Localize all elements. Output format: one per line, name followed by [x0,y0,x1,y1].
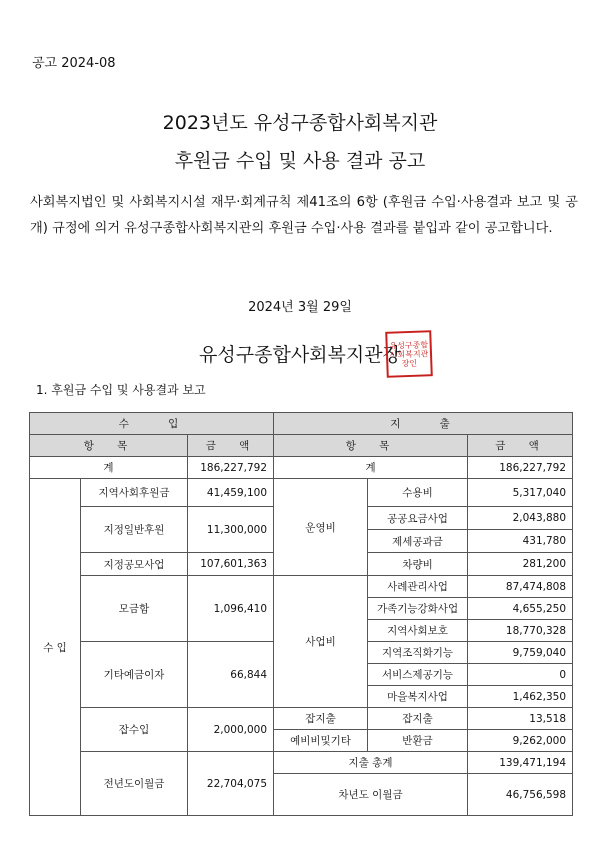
seal-text: 유성구종합사회복지관장인 [389,339,429,368]
expense-item-amount: 87,474,808 [468,576,573,598]
notice-date: 2024년 3월 29일 [248,300,352,315]
table-row [30,576,573,598]
income-item-label: 모금함 [81,576,188,642]
carryover-amount: 46,756,598 [468,774,573,816]
expense-group-business: 사업비 [274,576,368,708]
donation-report-table [29,412,573,816]
expense-item-label: 반환금 [368,730,468,752]
income-item-amount: 107,601,363 [188,553,274,576]
expense-item-amount: 9,759,040 [468,642,573,664]
income-item-amount: 11,300,000 [188,507,274,553]
expense-header: 지 출 [274,413,573,435]
expense-item-amount: 4,655,250 [468,598,573,620]
expense-item-label: 마을복지사업 [368,686,468,708]
notice-number: 공고 2024-08 [32,56,116,71]
table-row [30,752,573,774]
expense-group-operating: 운영비 [274,479,368,576]
table-row [30,479,573,507]
income-item-label: 전년도이월금 [81,752,188,816]
expense-total: 186,227,792 [468,457,573,479]
table-subheader-row [30,435,573,457]
income-item-label: 기타예금이자 [81,642,188,708]
intro-paragraph: 사회복지법인 및 사회복지시설 재무·회계규칙 제41조의 6항 (후원금 수입·사용결과 보고 및 공개) 규정에 의거 유성구종합사회복지관의 후원금 수입·사용 결과를 붙입과 같이 공고합니다. [30,195,578,236]
income-item-amount: 66,844 [188,642,274,708]
expense-item-label: 가족기능강화사업 [368,598,468,620]
section-title: 1. 후원금 수입 및 사용결과 보고 [36,383,206,397]
expense-item-amount: 431,780 [468,530,573,553]
expense-item-amount: 0 [468,664,573,686]
expense-item-amount: 1,462,350 [468,686,573,708]
table-header-row [30,413,573,435]
table-row [30,457,573,479]
expense-item-label: 서비스제공기능 [368,664,468,686]
organization-name: 유성구종합사회복지관장 [199,344,401,366]
expense-item-label: 잡지출 [368,708,468,730]
expense-item-amount: 18,770,328 [468,620,573,642]
expense-total-label: 계 [274,457,468,479]
income-item-label: 지정일반후원 [81,507,188,553]
income-item-amount: 2,000,000 [188,708,274,752]
income-item-label: 잡수입 [81,708,188,752]
expense-item-label: 공공요금사업 [368,507,468,530]
expense-item-header: 항 목 [274,435,468,457]
expense-item-label: 지역조직화기능 [368,642,468,664]
table-row [30,708,573,730]
income-item-label: 지역사회후원금 [81,479,188,507]
expense-item-label: 사례관리사업 [368,576,468,598]
carryover-label: 차년도 이월금 [274,774,468,816]
income-total: 186,227,792 [188,457,274,479]
expense-item-amount: 2,043,880 [468,507,573,530]
income-item-amount: 1,096,410 [188,576,274,642]
expense-item-label: 수용비 [368,479,468,507]
expense-sum-label: 지출 총계 [274,752,468,774]
expense-group-misc: 잡지출 [274,708,368,730]
income-item-label: 지정공모사업 [81,553,188,576]
income-item-header: 항 목 [30,435,188,457]
income-group-label: 수 입 [30,479,81,816]
income-item-amount: 22,704,075 [188,752,274,816]
official-seal [385,330,433,378]
document-title-line2: 후원금 수입 및 사용 결과 공고 [174,150,426,172]
expense-item-label: 지역사회보호 [368,620,468,642]
income-header: 수 입 [30,413,274,435]
expense-sum: 139,471,194 [468,752,573,774]
expense-item-amount: 13,518 [468,708,573,730]
income-total-label: 계 [30,457,188,479]
expense-item-label: 차량비 [368,553,468,576]
expense-item-label: 제세공과금 [368,530,468,553]
income-amount-header: 금 액 [188,435,274,457]
income-item-amount: 41,459,100 [188,479,274,507]
expense-item-amount: 5,317,040 [468,479,573,507]
expense-group-reserve: 예비비및기타 [274,730,368,752]
document-title-line1: 2023년도 유성구종합사회복지관 [162,112,438,134]
expense-item-amount: 9,262,000 [468,730,573,752]
expense-amount-header: 금 액 [468,435,573,457]
expense-item-amount: 281,200 [468,553,573,576]
